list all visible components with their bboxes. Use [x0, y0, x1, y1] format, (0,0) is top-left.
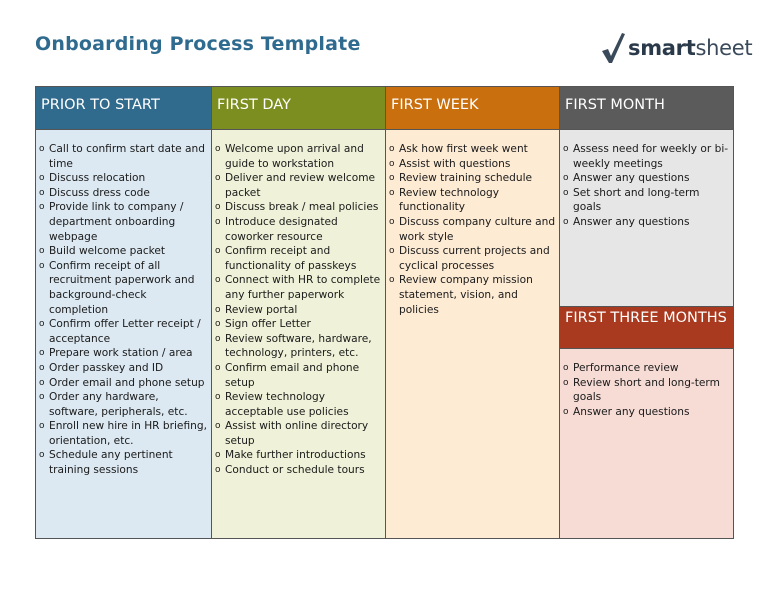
column-first-month — [559, 87, 733, 538]
list-item: o Ask how first week went — [389, 142, 556, 157]
list-item: o Answer any questions — [563, 405, 730, 420]
list-item: o Review technology functionality — [389, 186, 556, 215]
list-item: o Review short and long-term goals — [563, 376, 730, 405]
list-item: o Discuss relocation — [39, 171, 208, 186]
list-item: o Discuss break / meal policies — [215, 200, 382, 215]
column-prior-to-start — [36, 87, 211, 538]
list-item: o Answer any questions — [563, 171, 730, 186]
column-body — [560, 130, 733, 306]
list-item: o Make further introductions — [215, 448, 382, 463]
list-item: o Confirm email and phone setup — [215, 361, 382, 390]
list-item: o Performance review — [563, 361, 730, 376]
list-item: o Answer any questions — [563, 215, 730, 230]
list-item: o Assist with online directory setup — [215, 419, 382, 448]
list-item: o Build welcome packet — [39, 244, 208, 259]
list-item: o Confirm receipt and functionality of passkeys — [215, 244, 382, 273]
list-item: o Provide link to company / department onboarding webpage — [39, 200, 208, 244]
list-item: o Set short and long-term goals — [563, 186, 730, 215]
column-body-first-three-months — [560, 349, 733, 538]
list-item: o Confirm offer Letter receipt / acceptance — [39, 317, 208, 346]
list-item: o Review company mission statement, vision, and policies — [389, 273, 556, 317]
list-item: o Assess need for weekly or bi-weekly meetings — [563, 142, 730, 171]
column-body — [36, 130, 211, 538]
list-item: o Assist with questions — [389, 157, 556, 172]
list-item: o Enroll new hire in HR briefing, orientation, etc. — [39, 419, 208, 448]
column-body — [212, 130, 385, 538]
onboarding-table — [35, 86, 734, 539]
list-item: o Review technology acceptable use policies — [215, 390, 382, 419]
column-header-first-three-months: FIRST THREE MONTHS — [560, 306, 733, 349]
column-body — [386, 130, 559, 538]
checkmark-icon — [600, 31, 626, 65]
list-item: o Review portal — [215, 303, 382, 318]
list-item: o Discuss company culture and work style — [389, 215, 556, 244]
list-item: o Prepare work station / area — [39, 346, 208, 361]
list-item: o Conduct or schedule tours — [215, 463, 382, 478]
page-title: Onboarding Process Template — [35, 33, 361, 55]
list-item: o Order passkey and ID — [39, 361, 208, 376]
list-item: o Review software, hardware, technology, printers, etc. — [215, 332, 382, 361]
list-item: o Call to confirm start date and time — [39, 142, 208, 171]
list-item: o Deliver and review welcome packet — [215, 171, 382, 200]
list-item: o Discuss current projects and cyclical processes — [389, 244, 556, 273]
list-item: o Introduce designated coworker resource — [215, 215, 382, 244]
list-item: o Discuss dress code — [39, 186, 208, 201]
column-header: PRIOR TO START — [36, 87, 211, 130]
list-item: o Confirm receipt of all recruitment paperwork and background-check completion — [39, 259, 208, 317]
logo-text: smartsheet — [628, 36, 753, 60]
list-item: o Connect with HR to complete any further paperwork — [215, 273, 382, 302]
list-item: o Review training schedule — [389, 171, 556, 186]
list-item: o Order any hardware, software, peripherals, etc. — [39, 390, 208, 419]
list-item: o Sign offer Letter — [215, 317, 382, 332]
column-header: FIRST DAY — [212, 87, 385, 130]
list-item: o Welcome upon arrival and guide to workstation — [215, 142, 382, 171]
smartsheet-logo — [600, 30, 752, 66]
column-header: FIRST MONTH — [560, 87, 733, 130]
column-first-week — [385, 87, 559, 538]
list-item: o Schedule any pertinent training sessions — [39, 448, 208, 477]
column-header: FIRST WEEK — [386, 87, 559, 130]
column-first-day — [211, 87, 385, 538]
list-item: o Order email and phone setup — [39, 376, 208, 391]
